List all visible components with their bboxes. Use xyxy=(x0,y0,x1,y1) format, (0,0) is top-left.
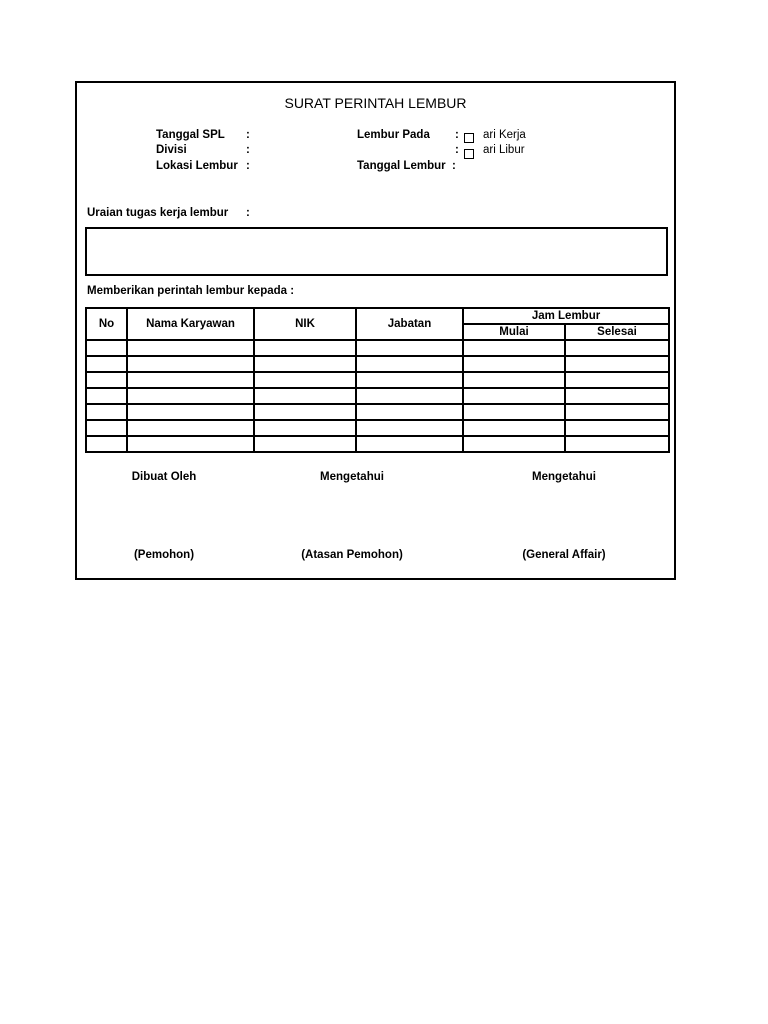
signature-role-general-affair: (General Affair) xyxy=(522,549,606,561)
table-cell[interactable] xyxy=(86,404,127,420)
perintah-label: Memberikan perintah lembur kepada : xyxy=(87,285,295,297)
table-cell[interactable] xyxy=(86,356,127,372)
header-mulai: Mulai xyxy=(463,324,565,340)
table-cell[interactable] xyxy=(463,372,565,388)
header-nama-karyawan: Nama Karyawan xyxy=(127,308,254,340)
table-cell[interactable] xyxy=(565,340,669,356)
signature-heading-dibuat-oleh: Dibuat Oleh xyxy=(131,471,197,483)
table-cell[interactable] xyxy=(565,420,669,436)
table-cell[interactable] xyxy=(463,436,565,452)
table-row xyxy=(86,340,669,356)
table-row xyxy=(86,436,669,452)
tanggal-lembur-colon: : xyxy=(452,160,456,172)
table-cell[interactable] xyxy=(565,372,669,388)
signature-heading-mengetahui-atasan: Mengetahui xyxy=(320,471,384,483)
uraian-colon: : xyxy=(246,207,250,219)
hari-kerja-label: ari Kerja xyxy=(483,129,526,141)
table-cell[interactable] xyxy=(356,372,463,388)
table-cell[interactable] xyxy=(86,388,127,404)
table-cell[interactable] xyxy=(127,420,254,436)
table-cell[interactable] xyxy=(254,436,356,452)
table-cell[interactable] xyxy=(127,356,254,372)
signature-heading-mengetahui-ga: Mengetahui xyxy=(532,471,596,483)
uraian-textbox[interactable] xyxy=(85,227,668,276)
table-row xyxy=(86,388,669,404)
employee-table xyxy=(85,307,670,453)
table-cell[interactable] xyxy=(86,436,127,452)
lembur-pada-label: Lembur Pada xyxy=(357,129,430,141)
table-cell[interactable] xyxy=(254,420,356,436)
table-cell[interactable] xyxy=(356,388,463,404)
table-cell[interactable] xyxy=(86,372,127,388)
table-cell[interactable] xyxy=(127,388,254,404)
table-cell[interactable] xyxy=(127,404,254,420)
header-no: No xyxy=(86,308,127,340)
table-cell[interactable] xyxy=(254,388,356,404)
table-cell[interactable] xyxy=(254,372,356,388)
table-cell[interactable] xyxy=(463,420,565,436)
table-cell[interactable] xyxy=(356,340,463,356)
table-cell[interactable] xyxy=(254,356,356,372)
table-row xyxy=(86,420,669,436)
table-cell[interactable] xyxy=(463,404,565,420)
lembur-pada-colon: : xyxy=(455,129,459,141)
header-jabatan: Jabatan xyxy=(356,308,463,340)
hari-kerja-checkbox[interactable] xyxy=(464,133,474,143)
uraian-label: Uraian tugas kerja lembur xyxy=(87,207,229,219)
lembur-pada-colon-2: : xyxy=(455,144,459,156)
table-cell[interactable] xyxy=(463,356,565,372)
hari-libur-label: ari Libur xyxy=(483,144,525,156)
tanggal-lembur-label: Tanggal Lembur xyxy=(357,160,446,172)
table-cell[interactable] xyxy=(356,404,463,420)
header-jam-lembur: Jam Lembur xyxy=(463,308,669,324)
table-cell[interactable] xyxy=(356,436,463,452)
table-cell[interactable] xyxy=(86,420,127,436)
header-selesai: Selesai xyxy=(565,324,669,340)
lokasi-lembur-colon: : xyxy=(246,160,250,172)
divisi-colon: : xyxy=(246,144,250,156)
table-cell[interactable] xyxy=(356,420,463,436)
table-cell[interactable] xyxy=(463,388,565,404)
divisi-label: Divisi xyxy=(156,144,187,156)
table-row xyxy=(86,404,669,420)
table-cell[interactable] xyxy=(254,404,356,420)
table-cell[interactable] xyxy=(86,340,127,356)
tanggal-spl-label: Tanggal SPL xyxy=(156,129,225,141)
table-cell[interactable] xyxy=(127,436,254,452)
table-cell[interactable] xyxy=(356,356,463,372)
lokasi-lembur-label: Lokasi Lembur xyxy=(156,160,238,172)
signature-role-atasan-pemohon: (Atasan Pemohon) xyxy=(301,549,403,561)
table-row xyxy=(86,372,669,388)
header-nik: NIK xyxy=(254,308,356,340)
table-cell[interactable] xyxy=(565,436,669,452)
tanggal-spl-colon: : xyxy=(246,129,250,141)
form-title: SURAT PERINTAH LEMBUR xyxy=(284,95,467,111)
table-cell[interactable] xyxy=(254,340,356,356)
table-cell[interactable] xyxy=(565,388,669,404)
table-cell[interactable] xyxy=(127,340,254,356)
table-cell[interactable] xyxy=(565,356,669,372)
table-row xyxy=(86,356,669,372)
table-cell[interactable] xyxy=(127,372,254,388)
signature-role-pemohon: (Pemohon) xyxy=(133,549,195,561)
table-cell[interactable] xyxy=(565,404,669,420)
hari-libur-checkbox[interactable] xyxy=(464,149,474,159)
table-cell[interactable] xyxy=(463,340,565,356)
